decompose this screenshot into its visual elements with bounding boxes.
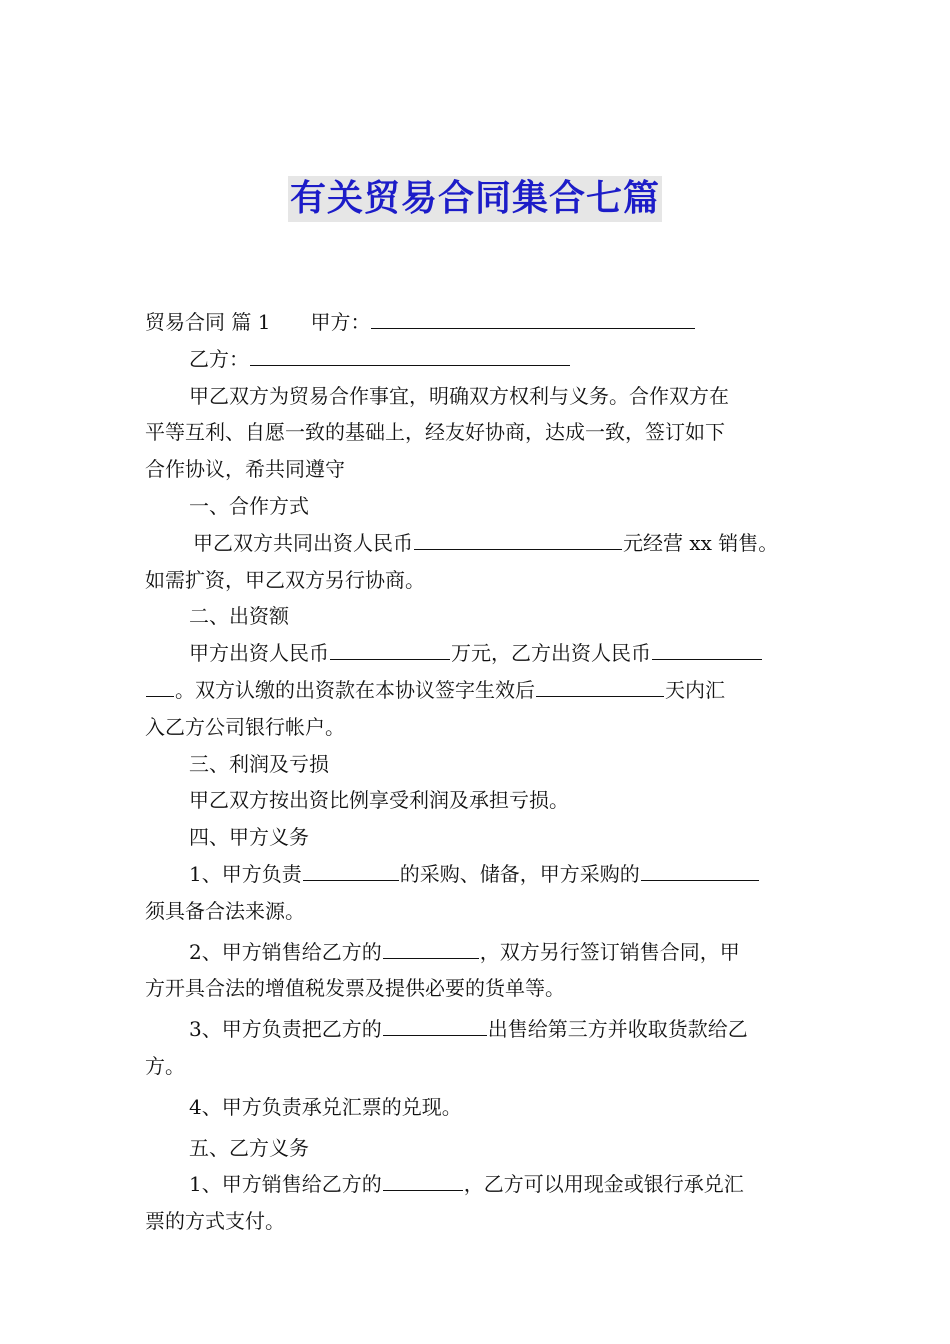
- text-line: [145, 414, 813, 451]
- section-heading: [145, 488, 813, 525]
- paragraph-text: 入乙方公司银行帐户。: [145, 714, 345, 739]
- paragraph-text: 。双方认缴的出资款在本协议签字生效后: [175, 677, 535, 702]
- title-container: [0, 176, 950, 222]
- paragraph-text: 方。: [145, 1053, 185, 1078]
- fill-blank: [652, 637, 762, 660]
- paragraph-text: 1、甲方负责: [189, 861, 302, 886]
- text-line: [145, 893, 813, 930]
- party-a-label: 甲方：: [310, 310, 371, 334]
- text-line: [145, 341, 813, 378]
- fill-blank: [303, 858, 399, 881]
- party-b-label: 乙方：: [189, 346, 249, 371]
- text-line: [145, 1203, 813, 1240]
- text-line: [145, 635, 813, 672]
- document-title: 有关贸易合同集合七篇: [288, 176, 662, 222]
- section-heading: [145, 746, 813, 783]
- fill-blank: [146, 674, 174, 697]
- paragraph-text: 如需扩资，甲乙双方另行协商。: [145, 567, 425, 592]
- paragraph-text: 合作协议，希共同遵守: [145, 457, 345, 482]
- section-heading-text: 四、甲方义务: [189, 825, 309, 850]
- fill-blank: [330, 637, 450, 660]
- text-line: [145, 1011, 813, 1048]
- paragraph-text: 甲乙双方共同出资人民币: [193, 530, 413, 555]
- paragraph-text: ，双方另行签订销售合同，甲: [479, 939, 740, 964]
- paragraph-text: 甲方出资人民币: [189, 641, 329, 666]
- paragraph-text: 的采购、储备，甲方采购的: [399, 861, 640, 886]
- paragraph-text: 须具备合法来源。: [145, 898, 305, 923]
- fill-blank: [383, 936, 479, 959]
- paragraph-text: 元经营 xx 销售。: [623, 530, 779, 555]
- fill-blank: [383, 1013, 487, 1036]
- fill-blank: [414, 527, 622, 550]
- section-heading-text: 二、出资额: [189, 604, 289, 629]
- paragraph-text: 4、甲方负责承兑汇票的兑现。: [189, 1094, 462, 1119]
- party-b-blank: [250, 343, 570, 366]
- text-line: [145, 378, 813, 415]
- document-body: [145, 304, 813, 1240]
- fill-blank: [641, 858, 759, 881]
- section-heading-text: 三、利润及亏损: [189, 751, 329, 776]
- section-heading: [145, 819, 813, 856]
- section-heading-text: 五、乙方义务: [189, 1135, 309, 1160]
- text-line: [145, 672, 813, 709]
- paragraph-text: 2、甲方销售给乙方的: [189, 939, 382, 964]
- text-line: [145, 782, 813, 819]
- text-line: [145, 934, 813, 971]
- paragraph-text: ，乙方可以用现金或银行承兑汇: [463, 1172, 744, 1197]
- paragraph-text: 3、甲方负责把乙方的: [189, 1017, 382, 1042]
- text-line: [145, 304, 813, 341]
- paragraph-text: 甲乙双方按出资比例享受利润及承担亏损。: [189, 788, 569, 813]
- text-line: [145, 525, 813, 562]
- fill-blank: [536, 674, 664, 697]
- text-line: [145, 451, 813, 488]
- section-heading: [145, 1130, 813, 1167]
- text-line: [145, 709, 813, 746]
- paragraph-text: 万元，乙方出资人民币: [451, 641, 651, 666]
- text-line: [145, 856, 813, 893]
- paragraph-text: 天内汇: [665, 677, 725, 702]
- paragraph-text: 平等互利、自愿一致的基础上，经友好协商，达成一致，签订如下: [145, 420, 725, 445]
- contract-label: 贸易合同 篇 1: [145, 310, 271, 334]
- text-line: [145, 970, 813, 1007]
- party-a-blank: [371, 306, 695, 329]
- section-heading: [145, 598, 813, 635]
- paragraph-text: 1、甲方销售给乙方的: [189, 1172, 382, 1197]
- fill-blank: [383, 1168, 463, 1191]
- text-line: [145, 562, 813, 599]
- text-line: [145, 1089, 813, 1126]
- paragraph-text: 方开具合法的增值税发票及提供必要的货单等。: [145, 976, 565, 1001]
- paragraph-text: 出售给第三方并收取货款给乙: [487, 1017, 748, 1042]
- text-line: [145, 1166, 813, 1203]
- paragraph-text: 票的方式支付。: [145, 1209, 285, 1234]
- text-line: [145, 1048, 813, 1085]
- section-heading-text: 一、合作方式: [189, 493, 309, 518]
- paragraph-text: 甲乙双方为贸易合作事宜，明确双方权利与义务。合作双方在: [189, 383, 729, 408]
